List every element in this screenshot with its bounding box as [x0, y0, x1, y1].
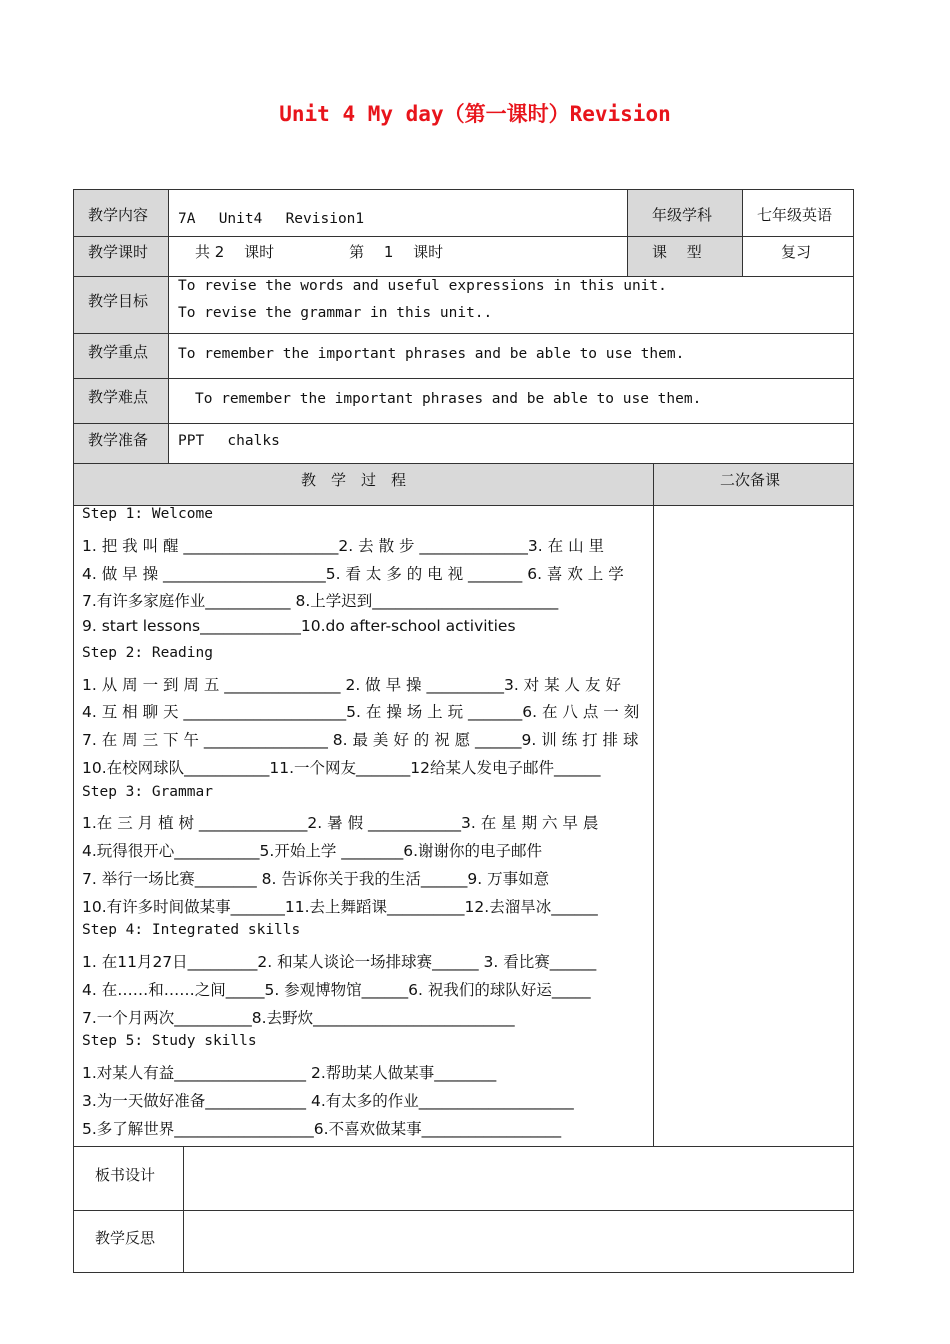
exercise-line: 4. 互 相 聊 天 _____________________5. 在 操 场 上 玩 _______6. 在 八 点 一 刻: [82, 703, 640, 722]
exercise-line: 10.在校网球队___________11.一个网友_______12给某人发电子邮件______: [82, 758, 601, 777]
objective-label: 教学目标: [88, 292, 149, 310]
process-header: 教 学 过 程: [301, 471, 407, 489]
objective-line-2: To revise the grammar in this unit..: [178, 305, 493, 321]
exercise-line: 3.为一天做好准备_____________ 4.有太多的作业____________________: [82, 1091, 574, 1110]
difficulty-label: 教学难点: [88, 388, 149, 406]
key-point-label: 教学重点: [88, 343, 149, 361]
type-label: 课 型: [652, 243, 702, 261]
exercise-line: 4.玩得很开心___________5.开始上学 ________6.谢谢你的电子邮件: [82, 842, 543, 860]
exercise-line: 1. 从 周 一 到 周 五 _______________ 2. 做 早 操 __________3. 对 某 人 友 好: [82, 675, 621, 694]
exercise-line: 1.对某人有益_________________ 2.帮助某人做某事________: [82, 1064, 497, 1082]
key-point-value: To remember the important phrases and be able to use them.: [178, 346, 685, 362]
difficulty-value: To remember the important phrases and be able to use them.: [195, 391, 702, 407]
exercise-line: 1. 在11月27日_________2. 和某人谈论一场排球赛______ 3. 看比赛______: [82, 953, 597, 971]
exercise-line: 1. 把 我 叫 醒 ____________________2. 去 散 步 ______________3. 在 山 里: [82, 536, 604, 555]
page-title: Unit 4 My day（第一课时）Revision: [279, 102, 671, 126]
exercise-line: 4. 做 早 操 _____________________5. 看 太 多 的 电 视 _______ 6. 喜 欢 上 学: [82, 564, 624, 583]
grade-value: 七年级英语: [757, 206, 833, 224]
step-title: Step 3: Grammar: [82, 783, 213, 800]
period-value: 共 2 课时 第 1 课时: [195, 243, 444, 261]
exercise-line: 4. 在……和……之间_____5. 参观博物馆______6. 祝我们的球队好运_____: [82, 980, 591, 999]
exercise-line: 10.有许多时间做某事_______11.去上舞蹈课__________12.去溜旱冰______: [82, 897, 598, 916]
objective-line-1: To revise the words and useful expressions in this unit.: [178, 278, 667, 294]
preparation-value: PPT chalks: [178, 433, 280, 449]
preparation-label: 教学准备: [88, 431, 149, 449]
step-title: Step 5: Study skills: [82, 1033, 257, 1050]
type-value: 复习: [781, 243, 812, 261]
grade-label: 年级学科: [652, 206, 713, 224]
step-title: Step 1: Welcome: [82, 506, 213, 522]
exercise-line: 5.多了解世界__________________6.不喜欢做某事__________________: [82, 1119, 562, 1138]
reflection-label: 教学反思: [95, 1229, 156, 1247]
exercise-line: 7. 举行一场比赛________ 8. 告诉你关于我的生活______9. 万事如意: [82, 869, 550, 888]
board-design-label: 板书设计: [95, 1166, 156, 1184]
step-title: Step 2: Reading: [82, 644, 213, 661]
exercise-line: 9. start lessons_____________10.do after-school activities: [82, 617, 516, 635]
exercise-line: 7.一个月两次__________8.去野炊__________________________: [82, 1008, 515, 1027]
step-title: Step 4: Integrated skills: [82, 922, 301, 939]
grade-label-bg: [628, 190, 742, 276]
exercise-line: 7.有许多家庭作业___________ 8.上学迟到________________________: [82, 592, 559, 611]
period-label: 教学课时: [88, 243, 149, 261]
content-label: 教学内容: [88, 206, 149, 224]
content-value: 7A Unit4 Revision1: [178, 211, 365, 227]
exercise-line: 7. 在 周 三 下 午 ________________ 8. 最 美 好 的 祝 愿 ______9. 训 练 打 排 球: [82, 731, 639, 749]
exercise-line: 1.在 三 月 植 树 ______________2. 暑 假 ____________3. 在 星 期 六 早 晨: [82, 814, 599, 833]
second-prep-header: 二次备课: [720, 471, 781, 489]
